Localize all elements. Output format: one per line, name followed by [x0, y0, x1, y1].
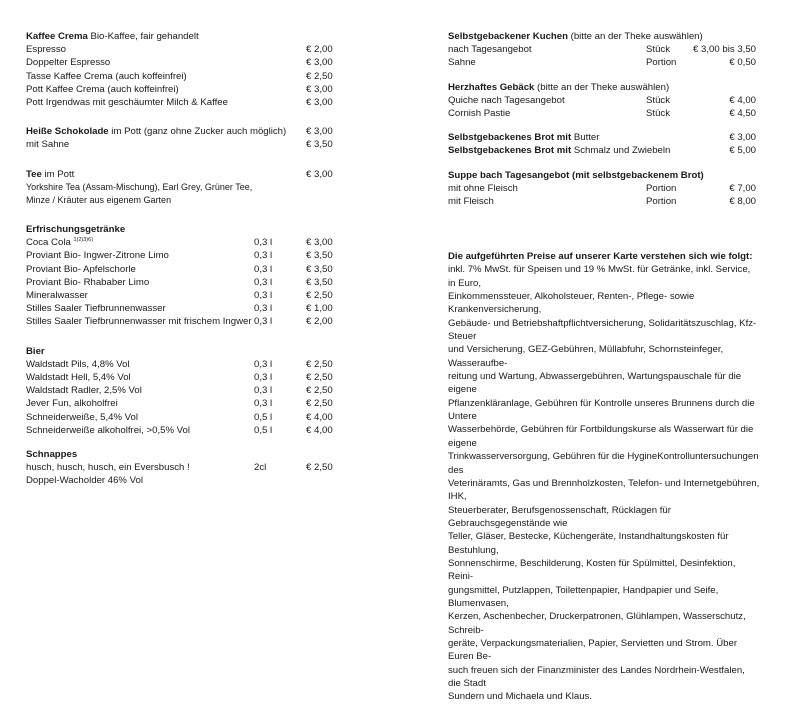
price-disclaimer	[448, 250, 760, 704]
disclaimer-line: und Versicherung, GEZ-Gebühren, Müllabfuhr, Schornsteinfeger, Wasseraufbe-	[448, 344, 724, 369]
menu-text: € 3,00 bis 3,50	[693, 44, 756, 56]
disclaimer-line: geräte, Verpackungsmaterialien, Papier, Servietten und Strom. Über Euren Be-	[448, 637, 738, 663]
menu-text: € 3,50	[306, 263, 333, 275]
menu-text: 0,3 l	[254, 358, 273, 370]
disclaimer-line: Einkommenssteuer, Alkoholsteuer, Renten-, Pflege- sowie Krankenversicherung,	[448, 291, 695, 316]
menu-item	[26, 424, 346, 437]
menu-item	[26, 70, 346, 83]
menu-text: Waldstadt Pils, 4,8% Vol	[26, 358, 130, 370]
menu-text: 0,3 l	[254, 250, 273, 262]
menu-text: nach Tagesangebot	[448, 44, 532, 56]
gebaeck-heading	[448, 81, 760, 94]
menu-text: € 4,50	[729, 107, 756, 119]
menu-item	[448, 107, 760, 120]
menu-item	[26, 236, 346, 249]
menu-text: 0,3 l	[254, 371, 273, 383]
menu-text: Coca Cola	[26, 237, 71, 249]
menu-text: € 2,50	[306, 358, 333, 370]
menu-item	[26, 461, 346, 474]
menu-text: Selbstgebackener Kuchen	[448, 31, 568, 42]
menu-text: Tee	[26, 168, 42, 180]
menu-text: 0,3 l	[254, 263, 273, 275]
menu-text: € 4,00	[306, 411, 333, 423]
menu-item	[448, 195, 760, 208]
menu-text: Suppe bach Tagesangebot (mit selbstgebackenem Brot)	[448, 169, 704, 181]
menu-text: Stilles Saaler Tiefbrunnenwasser	[26, 303, 166, 315]
menu-text: 0,3 l	[254, 316, 273, 328]
menu-text: Mineralwasser	[26, 290, 88, 301]
menu-text: € 5,00	[729, 145, 756, 157]
menu-text: Doppel-Wacholder 46% Vol	[26, 475, 143, 487]
menu-text: € 7,00	[729, 182, 756, 194]
menu-item	[26, 96, 346, 109]
disclaimer-line: Teller, Gläser, Bestecke, Küchengeräte, Instandhaltungskosten für Bestuhlung,	[448, 531, 729, 556]
menu-text: Proviant Bio- Ingwer-Zitrone Limo	[26, 250, 169, 262]
brot-schmalz	[448, 144, 760, 157]
menu-text: mit ohne Fleisch	[448, 182, 518, 194]
disclaimer-line: Gebäude- und Betriebshaftpflichtversicherung, Solidaritätszuschlag, Kfz-Steuer	[448, 317, 757, 343]
menu-text: € 8,00	[729, 195, 756, 207]
disclaimer-line: Sonnenschirme, Beschilderung, Kosten für Spülmittel, Desinfektion, Reini-	[448, 557, 736, 583]
menu-text: € 3,00	[729, 132, 756, 144]
menu-text: Portion	[646, 195, 677, 207]
disclaimer-line: Veterinäramts, Gas und Brennholzkosten, Telefon- und Internetgebühren, IHK,	[448, 477, 760, 503]
menu-text: € 2,50	[306, 385, 333, 397]
menu-text: Schmalz und Zwiebeln	[571, 145, 671, 157]
menu-text: im Pott (ganz ohne Zucker auch möglich)	[108, 126, 287, 138]
menu-text: € 2,50	[306, 398, 333, 410]
menu-text: € 3,00	[306, 96, 333, 108]
menu-text: Proviant Bio- Apfelschorle	[26, 263, 136, 275]
menu-text: Cornish Pastie	[448, 107, 511, 119]
menu-item	[26, 358, 346, 371]
menu-item	[26, 302, 346, 315]
menu-text: € 3,00	[306, 57, 333, 69]
menu-text: Stück	[646, 44, 670, 56]
menu-text: Bier	[26, 345, 45, 357]
menu-text: € 3,00	[306, 126, 333, 138]
menu-text: Minze / Kräuter aus eigenem Garten	[26, 194, 172, 205]
menu-text: 0,5 l	[254, 424, 273, 436]
menu-text: Tasse Kaffee Crema (auch koffeinfrei)	[26, 70, 187, 82]
disclaimer-line: Sundern und Michaela und Klaus.	[448, 691, 593, 703]
menu-item	[26, 384, 346, 397]
disclaimer-line: Steuerberater, Berufsgenossenschaft, Rücklagen für Gebrauchsgegenstände wie	[448, 504, 671, 529]
menu-item	[448, 43, 760, 56]
right-column	[448, 30, 760, 208]
menu-text: mit Sahne	[26, 139, 70, 151]
menu-item	[26, 43, 346, 56]
menu-text: Heiße Schokolade	[26, 126, 109, 138]
menu-text: 0,3 l	[254, 276, 273, 288]
menu-item	[26, 83, 346, 96]
menu-item	[26, 138, 346, 151]
menu-text: € 2,50	[306, 70, 333, 82]
menu-text: 2cl	[254, 462, 267, 474]
disclaimer-line: such freuen sich der Finanzminister des Landes Nordrhein-Westfalen, die Stadt	[448, 664, 745, 689]
menu-text: € 4,00	[306, 424, 333, 436]
menu-item	[26, 249, 346, 262]
menu-text: € 3,50	[306, 139, 333, 151]
menu-text: 0,3 l	[254, 303, 273, 315]
menu-text: Quiche nach Tagesangebot	[448, 94, 565, 106]
menu-text: € 1,00	[306, 303, 333, 315]
menu-text: Proviant Bio- Rhababer Limo	[26, 276, 150, 288]
menu-item	[448, 182, 760, 195]
menu-item	[26, 289, 346, 302]
suppe-heading	[448, 169, 760, 182]
menu-item	[26, 263, 346, 276]
brot-butter	[448, 131, 760, 144]
menu-text: Pott Kaffee Crema (auch koffeinfrei)	[26, 83, 179, 95]
menu-text: € 3,00	[306, 168, 333, 180]
kuchen-heading	[448, 30, 760, 43]
disclaimer-line: reitung und Wartung, Abwassergebühren, Wartungspauschale für die eigene	[448, 371, 742, 396]
menu-text: 0,3 l	[254, 290, 273, 301]
menu-text: € 0,50	[729, 57, 756, 69]
menu-text: € 2,00	[306, 44, 333, 56]
menu-item	[26, 276, 346, 289]
menu-text: 0,5 l	[254, 411, 273, 423]
tee-varieties	[26, 194, 346, 207]
menu-text: Portion	[646, 57, 677, 69]
menu-text: Herzhaftes Gebäck	[448, 81, 535, 93]
menu-text: 0,3 l	[254, 398, 273, 410]
kaffee-heading	[26, 30, 346, 43]
menu-text: Schneiderweiße, 5,4% Vol	[26, 411, 138, 423]
menu-item	[26, 56, 346, 69]
schoko-heading	[26, 125, 346, 138]
menu-text: Schnappes	[26, 448, 78, 460]
menu-text: Jever Fun, alkoholfrei	[26, 398, 118, 410]
menu-text: € 2,00	[306, 316, 333, 328]
menu-text: Yorkshire Tea (Assam-Mischung), Earl Grey, Grüner Tee,	[26, 181, 253, 192]
menu-item	[448, 56, 760, 69]
menu-text: € 2,50	[306, 371, 333, 383]
disclaimer-line: Wasserbehörde, Gebühren für Fortbildungskurse als Wasserwart für die eigene	[448, 424, 754, 449]
menu-text: Erfrischungsgetränke	[26, 224, 126, 236]
menu-text: 0,3 l	[254, 385, 273, 397]
menu-text: im Pott	[41, 168, 75, 180]
disclaimer-line: Kerzen, Aschenbecher, Druckerpatronen, Glühlampen, Wasserschutz, Schreib-	[448, 611, 746, 636]
disclaimer-title: Die aufgeführten Preise auf unserer Karte verstehen sich wie folgt:	[448, 251, 753, 262]
bier-heading	[26, 345, 346, 358]
disclaimer-line: Pflanzenkläranlage, Gebühren für Kontrolle unseres Brunnens durch die Untere	[448, 397, 755, 423]
menu-text: husch, husch, husch, ein Eversbusch !	[26, 462, 190, 474]
disclaimer-line: inkl. 7% MwSt. für Speisen und 19 % MwSt. für Getränke, inkl. Service, in Euro,	[448, 264, 751, 289]
menu-text: Portion	[646, 182, 677, 194]
menu-item	[26, 371, 346, 384]
menu-text: 0,3 l	[254, 237, 273, 249]
disclaimer-line: gungsmittel, Putzlappen, Toilettenpapier, Handpapier und Seife, Blumenvasen,	[448, 584, 719, 609]
menu-text: Selbstgebackenes Brot mit	[448, 145, 572, 157]
menu-text: Selbstgebackenes Brot mit	[448, 132, 572, 144]
menu-text: Bio-Kaffee, fair gehandelt	[87, 31, 199, 42]
menu-text: (bitte an der Theke auswählen)	[534, 81, 670, 93]
menu-text: mit Fleisch	[448, 195, 494, 207]
menu-text: Stilles Saaler Tiefbrunnenwasser mit frischem Ingwer	[26, 316, 252, 328]
menu-text: € 4,00	[729, 94, 756, 106]
menu-text: € 3,50	[306, 276, 333, 288]
menu-text: (bitte an der Theke auswählen)	[567, 31, 703, 42]
menu-text: € 3,50	[306, 250, 333, 262]
erfrischung-heading	[26, 223, 346, 236]
menu-text: Espresso	[26, 44, 66, 56]
menu-text: Waldstadt Hell, 5,4% Vol	[26, 371, 131, 383]
menu-item	[26, 411, 346, 424]
schnaps-heading	[26, 448, 346, 461]
left-column	[26, 30, 346, 487]
menu-text: Schneiderweiße alkoholfrei, >0,5% Vol	[26, 424, 190, 436]
menu-text: € 3,00	[306, 237, 333, 249]
menu-text: € 2,50	[306, 290, 333, 301]
menu-text: Stück	[646, 94, 670, 106]
tee-heading	[26, 168, 346, 181]
disclaimer-line: Trinkwasserversorgung, Gebühren für die HygineKontrolluntersuchungen des	[448, 451, 759, 476]
tee-varieties	[26, 181, 346, 194]
menu-text: € 2,50	[306, 462, 333, 474]
menu-text: Butter	[571, 132, 600, 144]
menu-text: Pott Irgendwas mit geschäumter Milch & Kaffee	[26, 96, 228, 108]
menu-text: Sahne	[448, 57, 476, 69]
menu-text: Waldstadt Radler, 2,5% Vol	[26, 385, 142, 397]
menu-text: Kaffee Crema	[26, 31, 88, 42]
menu-text: Stück	[646, 107, 670, 119]
menu-item	[26, 315, 346, 328]
menu-item	[448, 94, 760, 107]
allergen-footnote: 1)2)3)6)	[73, 237, 94, 244]
menu-item	[26, 397, 346, 410]
menu-item	[26, 474, 346, 487]
menu-text: € 3,00	[306, 83, 333, 95]
menu-text: Doppelter Espresso	[26, 57, 111, 69]
